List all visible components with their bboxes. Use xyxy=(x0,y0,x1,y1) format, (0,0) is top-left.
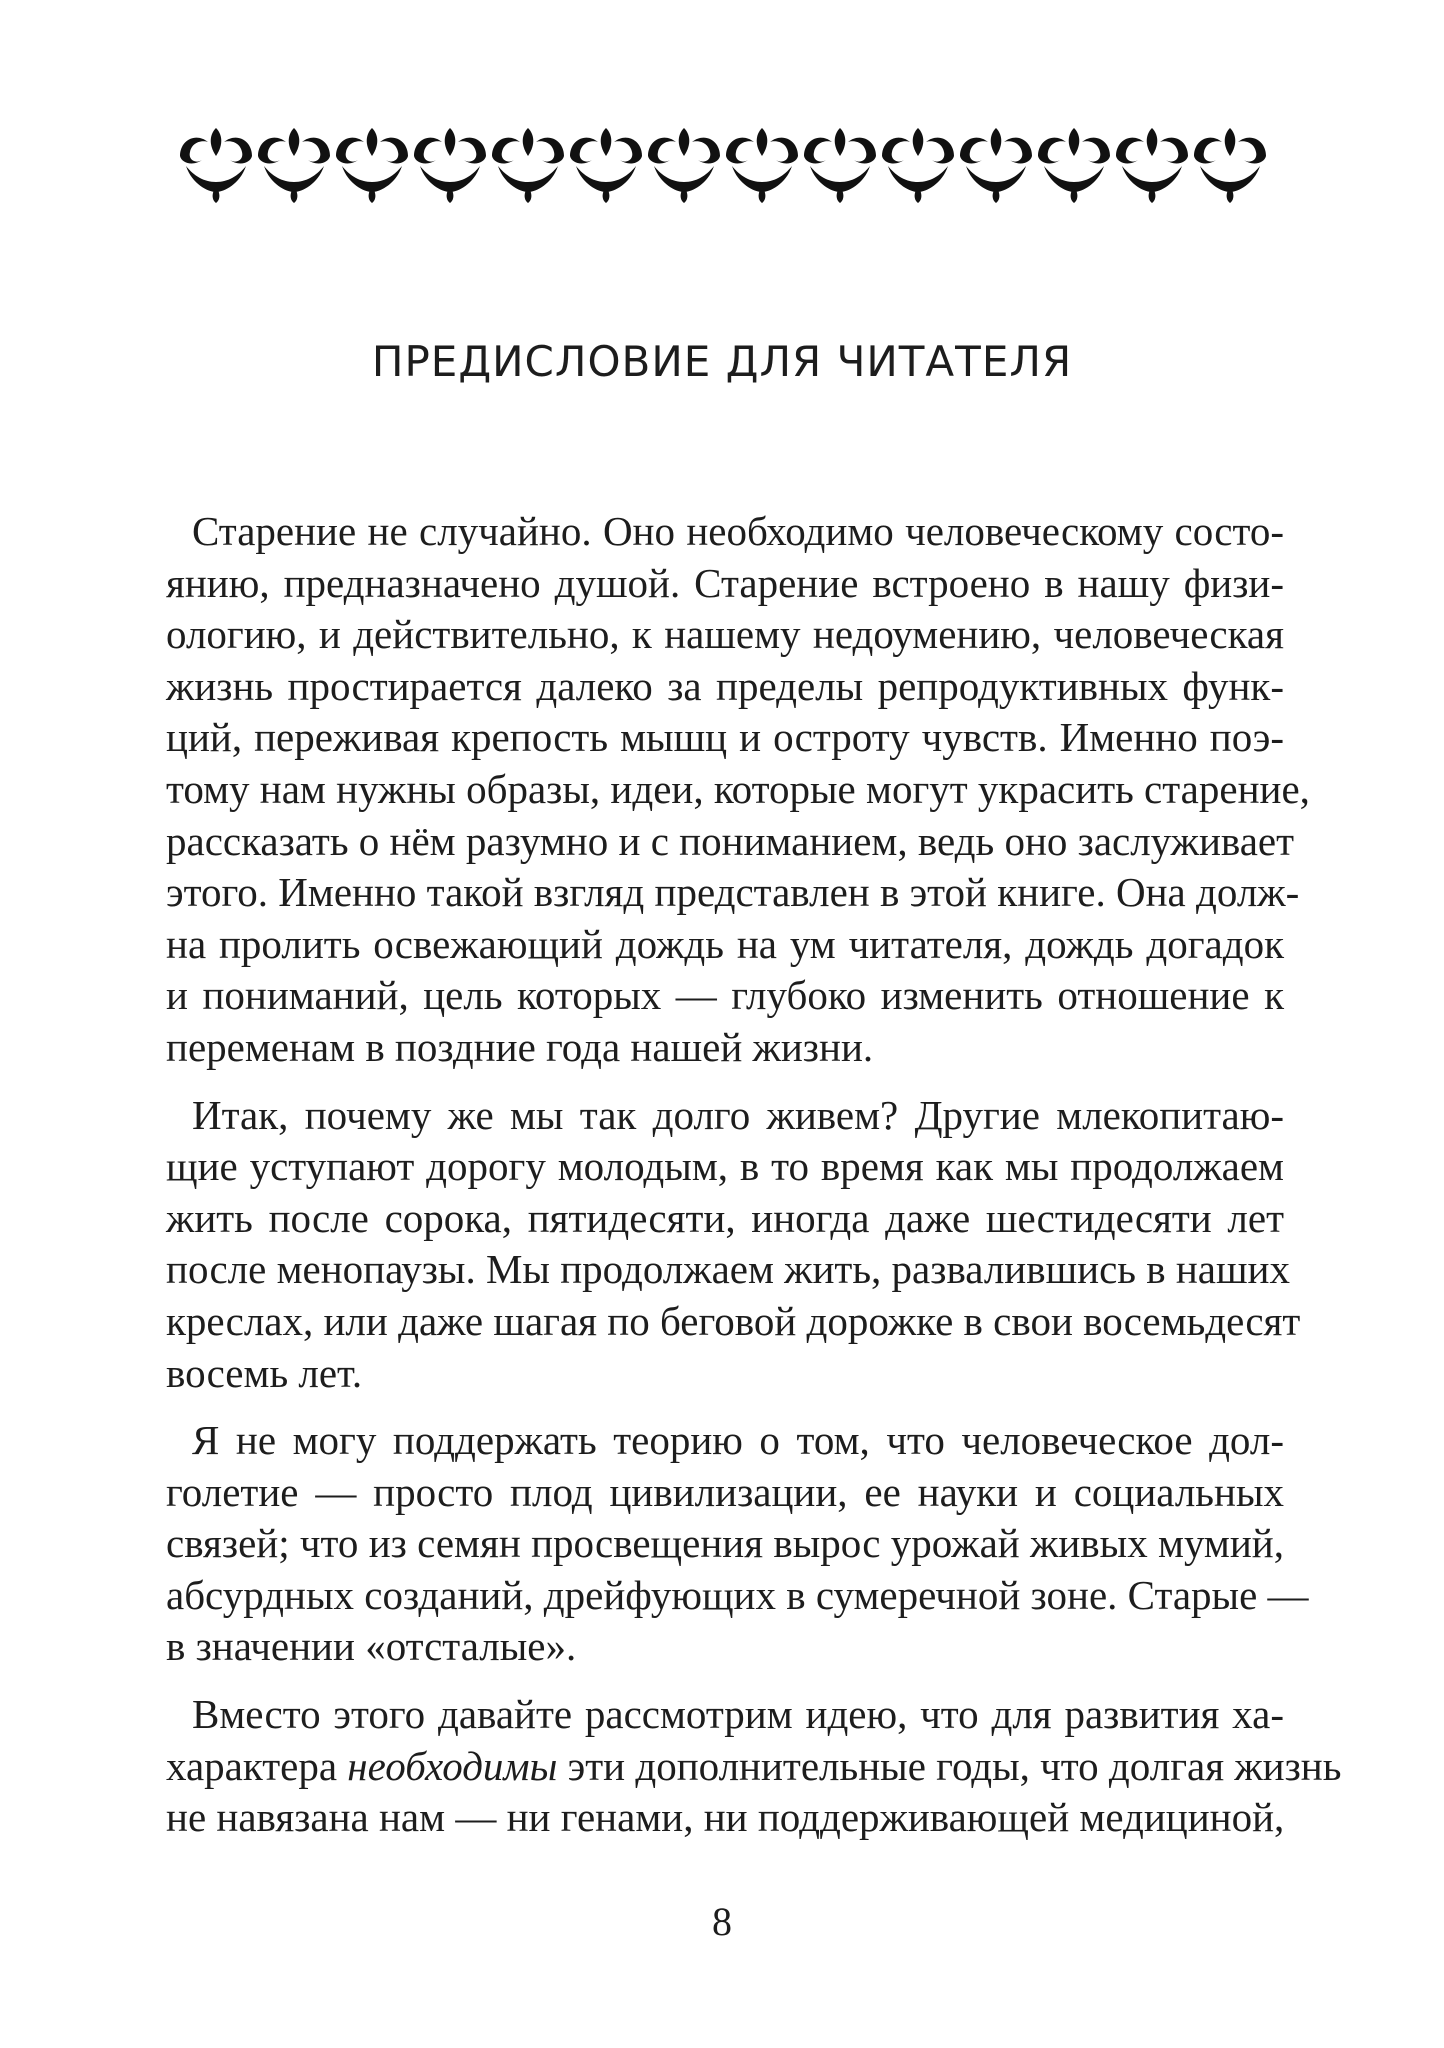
text-line: переменам в поздние года нашей жизни. xyxy=(166,1023,874,1070)
text-line: абсурдных созданий, дрейфующих в сумеречной зоне. Старые — xyxy=(166,1571,1309,1618)
text-line: восемь лет. xyxy=(166,1349,363,1396)
text-line: Я не могу поддержать теорию о том, что человеческое дол- xyxy=(192,1417,1284,1464)
text-line: на пролить освежающий дождь на ум читателя, дождь догадок xyxy=(166,920,1284,967)
body-text xyxy=(166,506,1342,1844)
text-line: ологию, и действительно, к нашему недоумению, человеческая xyxy=(166,611,1284,658)
text-segment: характера xyxy=(166,1742,348,1789)
text-line: не навязана нам — ни генами, ни поддерживающей медициной, xyxy=(166,1794,1285,1841)
text-line: жить после сорока, пятидесяти, иногда даже шестидесяти лет xyxy=(166,1194,1284,1241)
text-line: и пониманий, цель которых — глубоко изменить отношение к xyxy=(166,972,1284,1019)
page-number: 8 xyxy=(712,1899,732,1944)
text-line: Старение не случайно. Оно необходимо человеческому состо- xyxy=(192,508,1284,554)
text-line: рассказать о нём разумно и с пониманием, ведь оно заслуживает xyxy=(166,817,1295,864)
text-line: голетие — просто плод цивилизации, ее науки и социальных xyxy=(166,1468,1284,1515)
text-line: ций, переживая крепость мышц и остроту чувств. Именно поэ- xyxy=(166,714,1284,761)
text-line: Вместо этого давайте рассмотрим идею, что для развития ха- xyxy=(192,1691,1284,1738)
chapter-title: ПРЕДИСЛОВИЕ ДЛЯ ЧИТАТЕЛЯ xyxy=(371,337,1073,386)
text-segment: эти дополнительные годы, что долгая жизнь xyxy=(557,1742,1342,1789)
emphasized-word: необходимы xyxy=(347,1742,558,1789)
text-line: после менопаузы. Мы продолжаем жить, развалившись в наших xyxy=(166,1246,1290,1293)
text-line: в значении «отсталые». xyxy=(166,1623,577,1670)
text-line: связей; что из семян просвещения вырос урожай живых мумий, xyxy=(166,1520,1284,1567)
text-line: Итак, почему же мы так долго живем? Другие млекопитаю- xyxy=(192,1091,1284,1138)
text-line-with-emphasis xyxy=(166,1741,1342,1793)
text-line: янию, предназначено душой. Старение встроено в нашу физи- xyxy=(166,559,1284,606)
text-line: креслах, или даже шагая по беговой дорожке в свои восемьдесят xyxy=(166,1297,1301,1344)
text-line: щие уступают дорогу молодым, в то время как мы продолжаем xyxy=(166,1143,1284,1190)
ornamental-border-icon xyxy=(178,126,1270,204)
text-line: жизнь простирается далеко за пределы репродуктивных функ- xyxy=(166,662,1284,709)
text-line: этого. Именно такой взгляд представлен в этой книге. Она долж- xyxy=(166,869,1300,916)
text-line: тому нам нужны образы, идеи, которые могут украсить старение, xyxy=(166,765,1310,812)
